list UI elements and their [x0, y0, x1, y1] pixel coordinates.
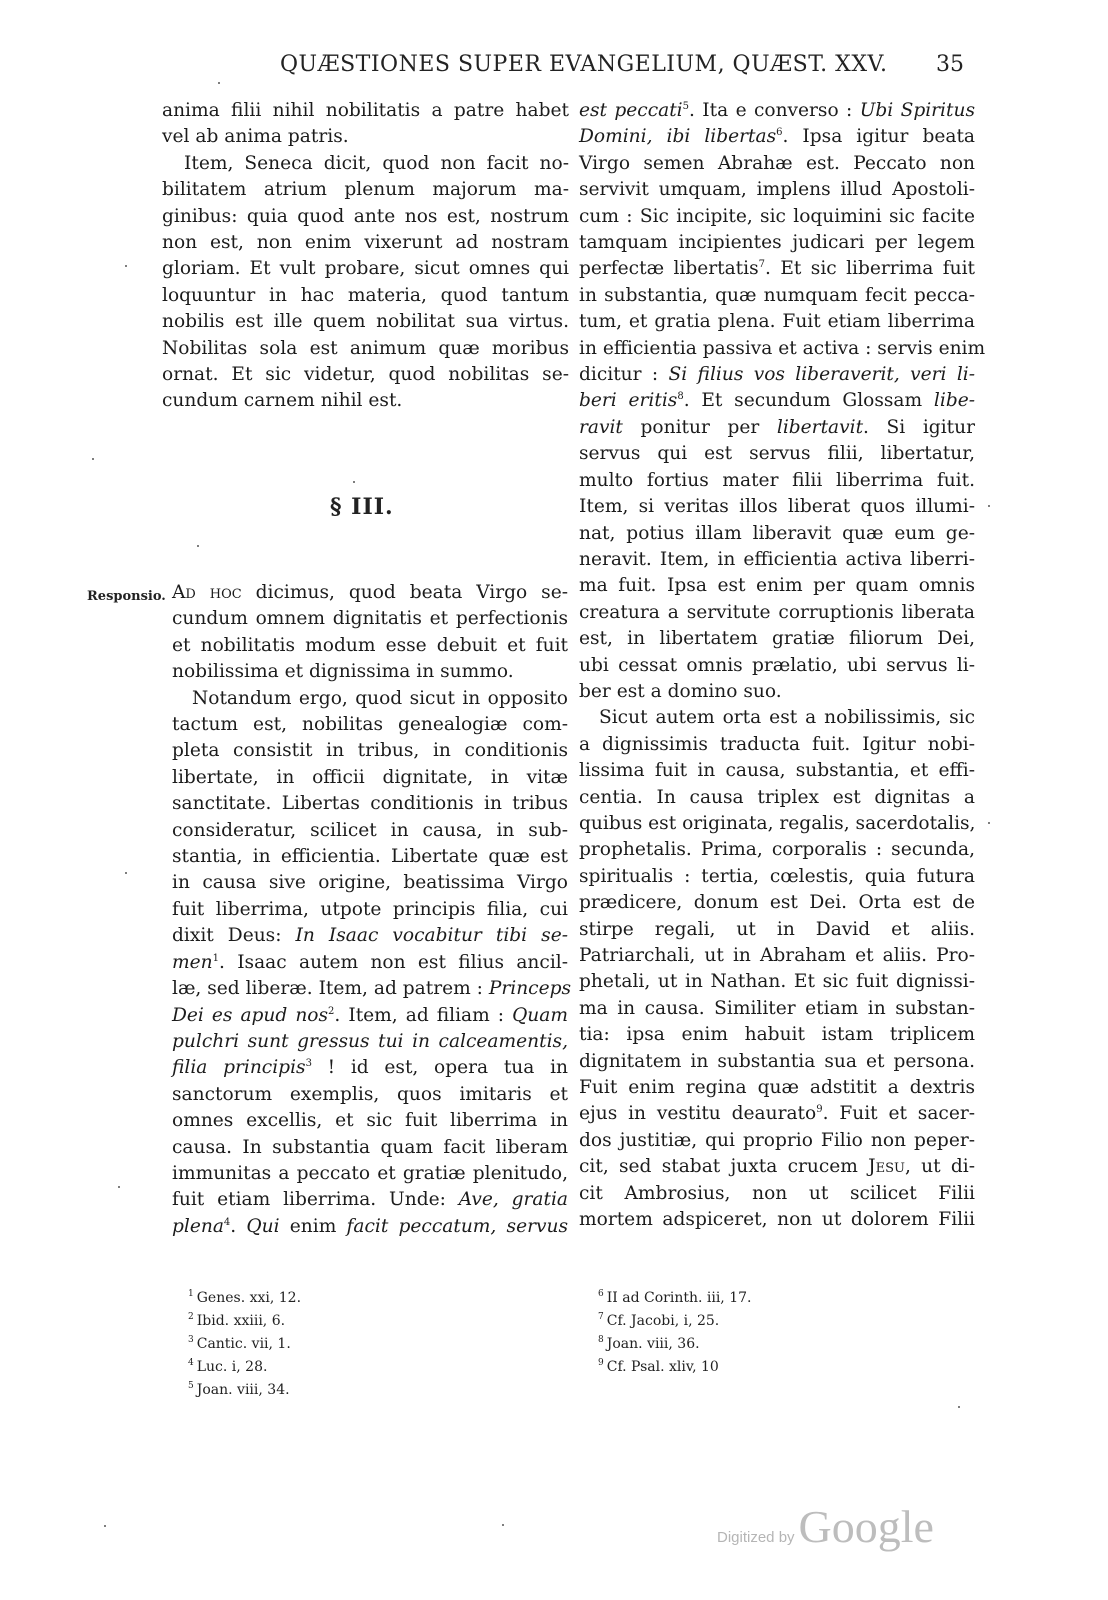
text-segment: dicimus, quod beata Virgo se- — [241, 582, 568, 603]
paragraph-continuation — [579, 98, 986, 705]
text-line: ornat. Et sic videtur, quod nobilitas se- — [162, 364, 569, 386]
scripture-quote: plena — [172, 1215, 224, 1237]
text-line: Virgo semen Abrahæ est. Peccato non — [579, 152, 975, 174]
text-line: Notandum ergo, quod sicut in opposito — [192, 687, 568, 709]
text-line: bilitatem atrium plenum majorum ma- — [162, 179, 569, 201]
text-line: a dignissimis traducta fuit. Igitur nobi- — [579, 733, 975, 755]
footnote-text: Cf. Psal. xliv, 10 — [606, 1359, 719, 1375]
text-line: nobilissima et dignissima in summo. — [172, 661, 514, 683]
scripture-quote: filia principis — [172, 1057, 306, 1079]
text-line: tia: ipsa enim habuit istam triplicem — [579, 1024, 975, 1046]
text-segment: . Isaac autem non est filius ancil- — [219, 951, 568, 973]
scripture-quote: ravit — [579, 416, 623, 438]
footnote-mark: 1 — [188, 1289, 194, 1300]
text-line: ginibus: quia quod ante nos est, nostrum — [162, 205, 569, 227]
scripture-quote: beri eritis — [579, 390, 678, 412]
footnote-text: II ad Corinth. iii, 17. — [606, 1290, 752, 1306]
footnote-text: Cantic. vii, 1. — [196, 1336, 291, 1352]
paragraph-continuation — [162, 98, 569, 151]
text-segment: ! id est, opera tua in — [311, 1057, 568, 1079]
scripture-quote: Ubi Spiritus — [859, 100, 975, 121]
text-line: dos justitiæ, qui proprio Filio non peper- — [579, 1129, 975, 1151]
text-segment: cit, sed stabat juxta crucem — [579, 1156, 869, 1178]
text-line: centia. In causa triplex est dignitas a — [579, 786, 975, 808]
footnote — [188, 1333, 301, 1356]
scan-speck — [502, 1524, 504, 1526]
text-line: gloriam. Et vult probare, sicut omnes qui — [162, 258, 569, 280]
right-column — [579, 98, 986, 1233]
text-line: Nobilitas sola est animum quæ moribus — [162, 337, 569, 359]
text-line: loquuntur in hac materia, quod tantum — [162, 284, 569, 306]
scan-speck — [104, 1525, 106, 1527]
footnote-text: Cf. Jacobi, i, 25. — [606, 1313, 720, 1329]
footnote-text: Genes. xxi, 12. — [196, 1290, 302, 1306]
text-line: Sicut autem orta est a nobilissimis, sic — [599, 707, 975, 729]
text-line: nat, potius illam liberavit quæ eum ge- — [579, 522, 975, 544]
footnote-mark: 5 — [188, 1381, 194, 1392]
text-line: cundum carnem nihil est. — [162, 390, 403, 412]
text-line: non est, non enim vixerunt ad nostram — [162, 232, 569, 254]
footnote-ref: 3 — [305, 1058, 312, 1070]
text-line: servivit umquam, implens illud Apostoli- — [579, 179, 975, 201]
scan-speck — [125, 872, 127, 874]
text-line — [172, 580, 568, 606]
footnote-mark: 8 — [598, 1335, 604, 1346]
scripture-quote: facit peccatum, servus — [346, 1215, 568, 1237]
watermark-prefix: Digitized by — [717, 1529, 795, 1546]
running-title: QUÆSTIONES SUPER EVANGELIUM, QUÆST. XXV. — [280, 52, 888, 77]
footnote — [188, 1356, 301, 1379]
text-segment: enim — [279, 1215, 347, 1237]
text-line: dignitatem in substantia sua et persona. — [579, 1050, 975, 1072]
footnote-ref: 1 — [212, 952, 219, 964]
text-line: in efficientia passiva et activa : servis enim — [579, 337, 986, 359]
text-line: immunitas a peccato et gratiæ plenitudo, — [172, 1162, 568, 1184]
text-line: lissima fuit in causa, substantia, et effi- — [579, 760, 975, 782]
footnote-mark: 4 — [188, 1358, 194, 1369]
scripture-quote: Quam — [512, 1004, 568, 1026]
text-segment: fuit etiam liberrima. Unde: — [172, 1189, 459, 1211]
text-line — [579, 415, 975, 441]
text-line — [172, 923, 568, 949]
footnote — [188, 1310, 301, 1333]
scan-speck — [353, 481, 355, 483]
text-line: neravit. Item, in efficientia activa liberri- — [579, 548, 975, 570]
text-line: ma fuit. Ipsa est enim per quam omnis — [579, 575, 975, 597]
scan-speck — [958, 1406, 960, 1408]
text-line: sanctitate. Libertas conditionis in tribus — [172, 793, 568, 815]
text-line: ma in causa. Similiter etiam in substan- — [579, 997, 975, 1019]
text-segment: . Ita e converso : — [689, 100, 860, 121]
text-line — [172, 950, 568, 976]
text-line: tum, et gratia plena. Fuit etiam liberrima — [579, 311, 975, 333]
footnote-ref: 9 — [816, 1104, 823, 1116]
footnote-mark: 2 — [188, 1312, 194, 1323]
scan-speck — [988, 822, 990, 824]
text-line: nobilis est ille quem nobilitat sua virtus. — [162, 311, 569, 333]
footnotes-right — [598, 1287, 751, 1379]
text-line: spiritualis : tertia, cœlestis, quia futura — [579, 865, 975, 887]
scan-speck — [118, 1186, 120, 1188]
paragraph-seneca — [162, 151, 569, 415]
text-segment: . Item, ad filiam : — [334, 1004, 513, 1026]
text-line: Fuit enim regina quæ adstitit a dextris — [579, 1077, 975, 1099]
footnote-ref: 6 — [776, 127, 783, 139]
scripture-quote: In Isaac vocabitur tibi se- — [295, 925, 568, 947]
text-line: cundum omnem dignitatis et perfectionis — [172, 608, 568, 630]
text-line: prophetalis. Prima, corporalis : secunda, — [579, 839, 975, 861]
scripture-quote: est peccati — [579, 100, 683, 121]
text-line: creatura a servitute corruptionis liberata — [579, 601, 975, 623]
text-line — [172, 1055, 568, 1081]
text-line: cit Ambrosius, non ut scilicet Filii — [579, 1182, 975, 1204]
text-line: ubi cessat omnis prælatio, ubi servus li- — [579, 654, 975, 676]
footnote — [598, 1356, 751, 1379]
footnote — [188, 1287, 301, 1310]
text-line: ber est a domino suo. — [579, 680, 782, 702]
text-segment: dixit Deus: — [172, 925, 296, 947]
scripture-quote: Domini, ibi libertas — [579, 126, 777, 148]
scripture-quote: Ave, gratia — [458, 1189, 568, 1211]
text-segment: . Et secundum Glossam — [683, 390, 934, 412]
text-line: stantia, in efficientia. Libertate quæ est — [172, 846, 568, 868]
page-number: 35 — [936, 52, 964, 77]
text-line — [579, 124, 975, 150]
text-line — [172, 1003, 568, 1029]
text-line — [172, 1029, 568, 1055]
footnote — [598, 1310, 751, 1333]
text-line — [172, 1187, 568, 1213]
small-caps-name: Jesu — [868, 1156, 905, 1178]
footnote-mark: 7 — [598, 1312, 604, 1323]
scan-speck — [988, 505, 990, 507]
text-line: quibus est originata, regalis, sacerdotalis, — [579, 812, 976, 834]
text-line: fuit liberrima, utpote principis filia, cui — [172, 898, 568, 920]
text-segment: . Fuit et sacer- — [822, 1103, 975, 1125]
footnote-ref: 2 — [328, 1005, 335, 1017]
footnote-text: Ibid. xxiii, 6. — [196, 1313, 286, 1329]
initial-words: Ad hoc — [172, 582, 242, 603]
scan-speck — [92, 458, 94, 460]
scan-speck — [218, 82, 220, 84]
footnote-text: Joan. viii, 36. — [606, 1336, 700, 1352]
text-line: consideratur, scilicet in causa, in sub- — [172, 819, 568, 841]
footnote-ref: 8 — [677, 391, 684, 403]
text-line: servus qui est servus filii, libertatur, — [579, 443, 975, 465]
footnote-mark: 6 — [598, 1289, 604, 1300]
footnote-ref: 7 — [758, 259, 766, 271]
text-line: prædicere, donum est Dei. Orta est de — [579, 892, 975, 914]
text-line: in causa sive origine, beatissima Virgo — [172, 872, 568, 894]
footnote-text: Joan. viii, 34. — [196, 1382, 290, 1398]
footnote-mark: 9 — [598, 1358, 604, 1369]
text-line: est, in libertatem gratiæ filiorum Dei, — [579, 628, 975, 650]
text-line — [579, 1154, 975, 1180]
footnotes-left — [188, 1287, 301, 1402]
footnote — [598, 1333, 751, 1356]
text-line: tactum est, nobilitas genealogiæ com- — [172, 714, 568, 736]
text-segment: . Et sic liberrima fuit — [765, 258, 975, 280]
text-line — [579, 388, 975, 414]
scan-speck — [197, 545, 199, 547]
google-logo: Google — [798, 1501, 934, 1552]
text-segment: læ, sed liberæ. Item, ad patrem : — [172, 978, 489, 1000]
text-line: phetali, ut in Nathan. Et sic fuit dignissi- — [579, 971, 975, 993]
text-line: vel ab anima patris. — [162, 126, 349, 148]
left-column-bottom — [172, 580, 572, 1240]
scripture-quote: Dei es apud nos — [172, 1004, 329, 1026]
scripture-quote: men — [172, 951, 213, 973]
margin-label-responsio: Responsio. — [87, 589, 166, 604]
scripture-quote: libe- — [933, 390, 976, 412]
text-line: mortem adspiceret, non ut dolorem Filii — [579, 1209, 975, 1231]
text-line: causa. In substantia quam facit liberam — [172, 1136, 568, 1158]
footnote-mark: 3 — [188, 1335, 194, 1346]
footnote — [188, 1379, 301, 1402]
text-line: Item, si veritas illos liberat quos illumi- — [579, 496, 975, 518]
text-line: multo fortius mater filii liberrima fuit. — [579, 469, 975, 491]
text-line — [579, 1101, 975, 1127]
footnote — [598, 1287, 751, 1310]
text-line: tamquam incipientes judicari per legem — [579, 232, 975, 254]
digitization-watermark — [717, 1500, 934, 1553]
text-segment: . — [230, 1215, 247, 1237]
scan-speck — [125, 265, 127, 267]
text-line: Item, Seneca dicit, quod non facit no- — [184, 152, 569, 174]
text-line — [579, 98, 975, 124]
text-line: anima filii nihil nobilitatis a patre habet — [162, 100, 569, 121]
scripture-quote: Si filius vos liberaverit, veri li- — [668, 364, 976, 386]
text-line: et nobilitatis modum esse debuit et fuit — [172, 634, 568, 656]
text-line: libertate, in officii dignitate, in vitæ — [172, 766, 568, 788]
text-segment: ejus in vestitu deaurato — [579, 1103, 817, 1125]
text-segment: dicitur : — [579, 364, 669, 386]
text-segment: . Ipsa igitur beata — [782, 126, 975, 148]
text-line — [172, 976, 572, 1002]
text-segment: , ut di- — [904, 1156, 975, 1178]
paragraph-notandum — [172, 686, 572, 1241]
footnote-ref: 4 — [223, 1216, 231, 1228]
scripture-quote: Princeps — [488, 978, 572, 1000]
text-line — [172, 1214, 568, 1240]
text-line: omnes excellis, et sic fuit liberrima in — [172, 1110, 568, 1132]
section-heading: § III. — [330, 494, 394, 520]
footnote-text: Luc. i, 28. — [196, 1359, 268, 1375]
scripture-quote: libertavit — [776, 416, 864, 438]
text-line: sanctorum exemplis, quos imitaris et — [172, 1083, 568, 1105]
footnote-ref: 5 — [682, 100, 690, 112]
text-segment: ponitur per — [622, 416, 777, 438]
text-line: stirpe regali, ut in David et aliis. — [579, 918, 975, 940]
text-line — [579, 256, 975, 282]
text-segment: . Si igitur — [863, 416, 975, 438]
left-column-top — [162, 98, 569, 415]
text-line: cum : Sic incipite, sic loquimini sic facite — [579, 205, 975, 227]
text-line: pleta consistit in tribus, in conditionis — [172, 740, 568, 762]
text-line — [579, 362, 975, 388]
text-line: Patriarchali, ut in Abraham et aliis. Pro- — [579, 945, 975, 966]
scripture-quote: pulchri sunt gressus tui in calceamentis, — [172, 1030, 568, 1052]
paragraph-sicut-autem — [579, 705, 975, 1233]
text-line: in substantia, quæ numquam fecit pecca- — [579, 284, 975, 306]
paragraph-responsio — [172, 580, 568, 686]
scripture-quote: Qui — [246, 1215, 280, 1237]
text-segment: perfectæ libertatis — [579, 258, 759, 280]
